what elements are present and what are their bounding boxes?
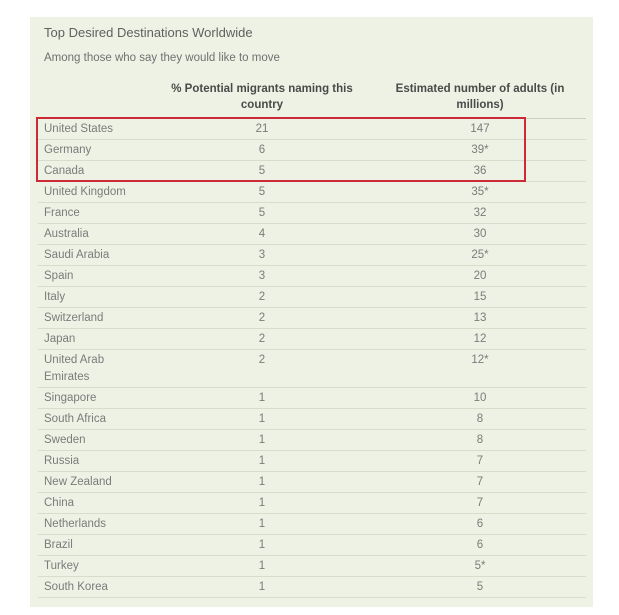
- adults-cell: 6: [476, 518, 484, 530]
- table-row: [38, 535, 586, 556]
- country-cell: South Korea: [44, 581, 108, 593]
- adults-cell: 12*: [471, 354, 489, 366]
- percent-cell: 5: [258, 207, 266, 219]
- percent-cell: 5: [258, 165, 266, 177]
- country-cell: United Arab Emirates: [44, 354, 105, 383]
- adults-cell: 8: [476, 413, 484, 425]
- adults-cell: 8: [476, 434, 484, 446]
- country-cell: United Kingdom: [44, 186, 126, 198]
- table-row: [38, 329, 586, 350]
- adults-cell: 32: [473, 207, 487, 219]
- adults-cell: 147: [470, 123, 490, 135]
- country-cell: Saudi Arabia: [44, 249, 110, 261]
- table-row: [38, 388, 586, 409]
- table-row: [38, 556, 586, 577]
- adults-cell: 30: [473, 228, 487, 240]
- country-cell: Italy: [44, 291, 66, 303]
- country-cell: Netherlands: [44, 518, 107, 530]
- table-row: [38, 577, 586, 598]
- country-cell: Turkey: [44, 560, 79, 572]
- table-row: [38, 409, 586, 430]
- adults-cell: 36: [473, 165, 487, 177]
- adults-cell: 20: [473, 270, 487, 282]
- country-cell: Germany: [44, 144, 92, 156]
- country-cell: Spain: [44, 270, 74, 282]
- country-cell: United States: [44, 123, 114, 135]
- table-row: [38, 224, 586, 245]
- percent-cell: 1: [258, 560, 266, 572]
- percent-cell: 5: [258, 186, 266, 198]
- adults-cell: 7: [476, 497, 484, 509]
- table-subtitle: Among those who say they would like to move: [44, 52, 280, 64]
- adults-cell: 5*: [474, 560, 486, 572]
- percent-cell: 2: [258, 333, 266, 345]
- country-cell: Switzerland: [44, 312, 104, 324]
- country-cell: South Africa: [44, 413, 107, 425]
- percent-cell: 3: [258, 270, 266, 282]
- column-header-percent: % Potential migrants naming this country: [171, 83, 353, 111]
- country-cell: Brazil: [44, 539, 73, 551]
- adults-cell: 12: [473, 333, 487, 345]
- percent-cell: 1: [258, 518, 266, 530]
- table-row: [38, 493, 586, 514]
- country-cell: Russia: [44, 455, 80, 467]
- percent-cell: 1: [258, 413, 266, 425]
- adults-cell: 6: [476, 539, 484, 551]
- table-row: [38, 266, 586, 287]
- percent-cell: 3: [258, 249, 266, 261]
- country-cell: Singapore: [44, 392, 97, 404]
- table-row: [38, 182, 586, 203]
- adults-cell: 15: [473, 291, 487, 303]
- table-row: [38, 514, 586, 535]
- country-cell: New Zealand: [44, 476, 112, 488]
- adults-cell: 5: [476, 581, 484, 593]
- percent-cell: 2: [258, 291, 266, 303]
- percent-cell: 1: [258, 392, 266, 404]
- percent-cell: 2: [258, 312, 266, 324]
- adults-cell: 39*: [471, 144, 489, 156]
- adults-cell: 25*: [471, 249, 489, 261]
- adults-cell: 13: [473, 312, 487, 324]
- percent-cell: 4: [258, 228, 266, 240]
- percent-cell: 6: [258, 144, 266, 156]
- table-title: Top Desired Destinations Worldwide: [44, 25, 253, 40]
- percent-cell: 1: [258, 434, 266, 446]
- percent-cell: 1: [258, 476, 266, 488]
- country-cell: China: [44, 497, 75, 509]
- adults-cell: 7: [476, 476, 484, 488]
- table-row: [38, 472, 586, 493]
- percent-cell: 1: [258, 539, 266, 551]
- table-row: [38, 350, 586, 388]
- percent-cell: 1: [258, 581, 266, 593]
- table-row: [38, 308, 586, 329]
- country-cell: Japan: [44, 333, 76, 345]
- adults-cell: 35*: [471, 186, 489, 198]
- table-row: [38, 203, 586, 224]
- percent-cell: 2: [258, 354, 266, 366]
- percent-cell: 21: [255, 123, 269, 135]
- country-cell: Sweden: [44, 434, 86, 446]
- adults-cell: 7: [476, 455, 484, 467]
- column-header-adults: Estimated number of adults (in millions): [395, 83, 565, 111]
- table-row: [38, 287, 586, 308]
- table-row: [38, 245, 586, 266]
- country-cell: France: [44, 207, 80, 219]
- country-cell: Australia: [44, 228, 89, 240]
- table-row: [38, 430, 586, 451]
- percent-cell: 1: [258, 455, 266, 467]
- percent-cell: 1: [258, 497, 266, 509]
- country-cell: Canada: [44, 165, 85, 177]
- highlight-box: [36, 117, 526, 182]
- table-row: [38, 451, 586, 472]
- adults-cell: 10: [473, 392, 487, 404]
